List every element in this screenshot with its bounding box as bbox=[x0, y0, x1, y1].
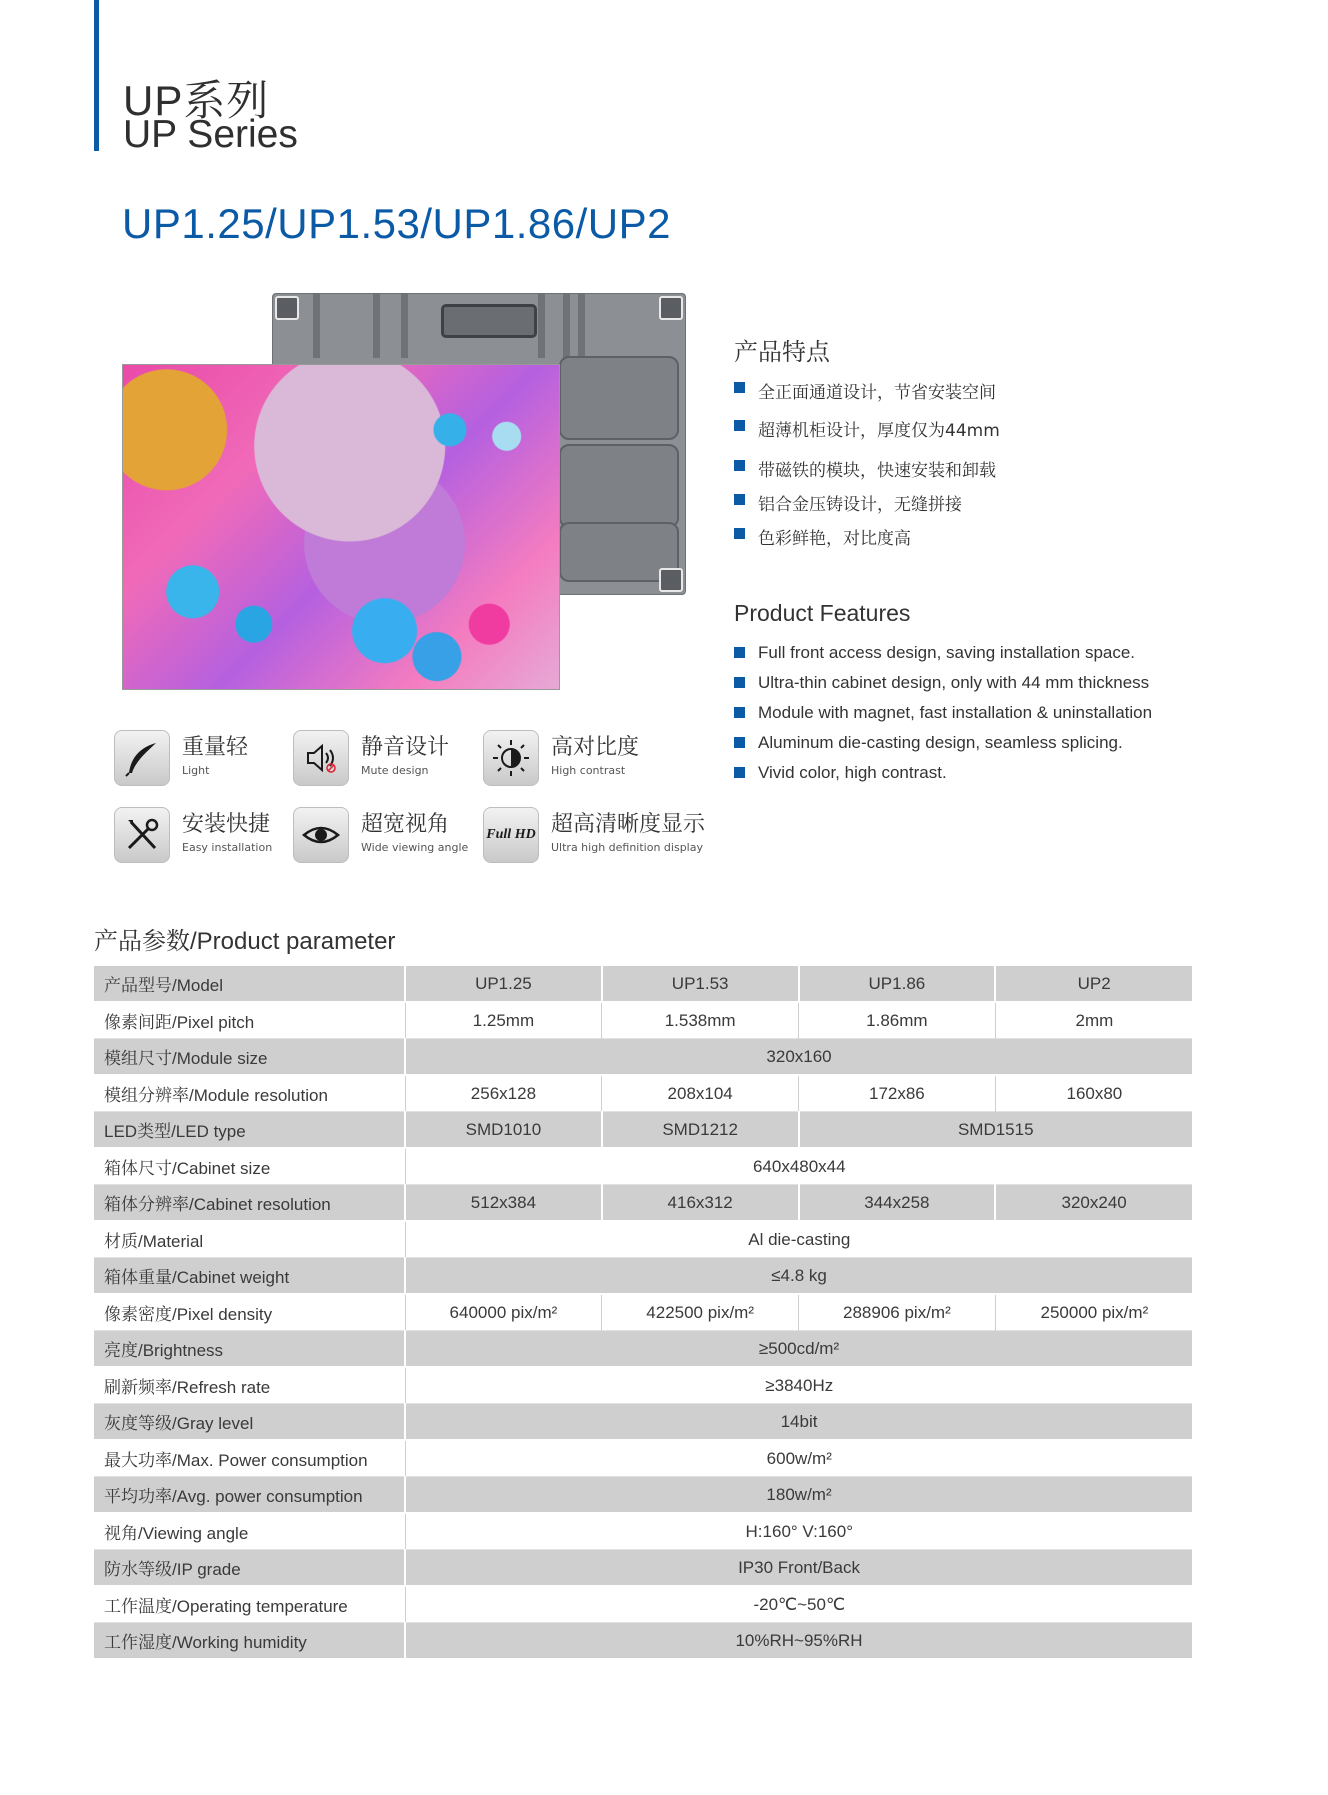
feature-label-en: Light bbox=[182, 764, 210, 777]
param-label: 亮度/Brightness bbox=[94, 1331, 405, 1368]
param-value: SMD1212 bbox=[602, 1112, 799, 1149]
tools-icon bbox=[114, 807, 170, 863]
param-label: 箱体重量/Cabinet weight bbox=[94, 1258, 405, 1295]
param-value: 344x258 bbox=[799, 1185, 996, 1222]
feature-label-en: Ultra high definition display bbox=[551, 841, 703, 854]
table-row bbox=[94, 1367, 1193, 1404]
full-hd-icon bbox=[483, 807, 539, 863]
feature-label-cn: 超宽视角 bbox=[361, 811, 450, 836]
param-value: 422500 pix/m² bbox=[602, 1294, 799, 1331]
table-row bbox=[94, 966, 1193, 1002]
bullet-icon bbox=[734, 707, 745, 718]
features-list-en bbox=[734, 643, 1152, 793]
led-screen-image bbox=[122, 364, 560, 690]
eye-icon bbox=[293, 807, 349, 863]
table-row bbox=[94, 1586, 1193, 1623]
feather-icon bbox=[114, 730, 170, 786]
param-value: 10%RH~95%RH bbox=[405, 1623, 1193, 1660]
param-value: UP1.25 bbox=[405, 966, 602, 1002]
bullet-icon bbox=[734, 460, 745, 471]
table-row bbox=[94, 1075, 1193, 1112]
param-label: 灰度等级/Gray level bbox=[94, 1404, 405, 1441]
accent-bar bbox=[94, 0, 99, 151]
param-value: 600w/m² bbox=[405, 1440, 1193, 1477]
series-title-en: UP Series bbox=[123, 113, 298, 156]
bullet-icon bbox=[734, 494, 745, 505]
param-value: SMD1010 bbox=[405, 1112, 602, 1149]
param-value: 1.538mm bbox=[602, 1002, 799, 1039]
param-label: 模组分辨率/Module resolution bbox=[94, 1075, 405, 1112]
bullet-icon bbox=[734, 647, 745, 658]
param-label: 刷新频率/Refresh rate bbox=[94, 1367, 405, 1404]
features-heading-cn: 产品特点 bbox=[734, 339, 830, 366]
param-value: 180w/m² bbox=[405, 1477, 1193, 1514]
product-image bbox=[122, 290, 682, 690]
param-label: 最大功率/Max. Power consumption bbox=[94, 1440, 405, 1477]
list-item: Full front access design, saving installation space. bbox=[734, 643, 1152, 673]
table-row bbox=[94, 1513, 1193, 1550]
feature-label-cn: 安装快捷 bbox=[182, 811, 271, 836]
table-row bbox=[94, 1404, 1193, 1441]
param-label: 视角/Viewing angle bbox=[94, 1513, 405, 1550]
bullet-icon bbox=[734, 382, 745, 393]
feature-label-en: Easy installation bbox=[182, 841, 273, 854]
feature-label-en: High contrast bbox=[551, 764, 626, 777]
param-value: UP1.86 bbox=[799, 966, 996, 1002]
param-value: 512x384 bbox=[405, 1185, 602, 1222]
param-value: 2mm bbox=[995, 1002, 1193, 1039]
bullet-icon bbox=[734, 767, 745, 778]
list-item: 带磁铁的模块，快速安装和卸载 bbox=[734, 456, 1000, 490]
contrast-icon bbox=[483, 730, 539, 786]
list-item: 铝合金压铸设计，无缝拼接 bbox=[734, 490, 1000, 524]
param-value: 288906 pix/m² bbox=[799, 1294, 996, 1331]
param-value: 1.25mm bbox=[405, 1002, 602, 1039]
param-value: SMD1515 bbox=[799, 1112, 1193, 1149]
param-value: 640000 pix/m² bbox=[405, 1294, 602, 1331]
corner-lock-icon bbox=[659, 568, 683, 592]
feature-label-cn: 重量轻 bbox=[182, 734, 249, 759]
param-label: 工作温度/Operating temperature bbox=[94, 1586, 405, 1623]
params-table bbox=[94, 966, 1194, 1660]
param-value: 14bit bbox=[405, 1404, 1193, 1441]
feature-label-en: Mute design bbox=[361, 764, 429, 777]
param-value: UP1.53 bbox=[602, 966, 799, 1002]
param-label: 模组尺寸/Module size bbox=[94, 1039, 405, 1076]
param-value: IP30 Front/Back bbox=[405, 1550, 1193, 1587]
table-row bbox=[94, 1258, 1193, 1295]
param-value: ≤4.8 kg bbox=[405, 1258, 1193, 1295]
table-row bbox=[94, 1112, 1193, 1149]
list-item: 超薄机柜设计，厚度仅为44mm bbox=[734, 412, 1000, 456]
bullet-icon bbox=[734, 528, 745, 539]
param-value: UP2 bbox=[995, 966, 1193, 1002]
list-item: 全正面通道设计，节省安装空间 bbox=[734, 378, 1000, 412]
table-row bbox=[94, 1331, 1193, 1368]
features-list-cn bbox=[734, 378, 1000, 558]
list-item: Vivid color, high contrast. bbox=[734, 763, 1152, 793]
bullet-icon bbox=[734, 677, 745, 688]
list-item: Module with magnet, fast installation & uninstallation bbox=[734, 703, 1152, 733]
corner-lock-icon bbox=[659, 296, 683, 320]
param-value: 172x86 bbox=[799, 1075, 996, 1112]
param-label: 箱体尺寸/Cabinet size bbox=[94, 1148, 405, 1185]
features-heading-en: Product Features bbox=[734, 600, 911, 626]
table-row bbox=[94, 1148, 1193, 1185]
series-title-cn: UP系列 bbox=[123, 77, 270, 124]
param-label: 工作湿度/Working humidity bbox=[94, 1623, 405, 1660]
param-value: 640x480x44 bbox=[405, 1148, 1193, 1185]
feature-label-cn: 超高清晰度显示 bbox=[551, 811, 706, 836]
param-value: 416x312 bbox=[602, 1185, 799, 1222]
param-value: H:160° V:160° bbox=[405, 1513, 1193, 1550]
full-hd-icon-text: Full HD bbox=[486, 827, 536, 842]
bullet-icon bbox=[734, 737, 745, 748]
table-row bbox=[94, 1294, 1193, 1331]
feature-label-cn: 高对比度 bbox=[551, 734, 640, 759]
param-label: 材质/Material bbox=[94, 1221, 405, 1258]
table-row bbox=[94, 1002, 1193, 1039]
table-row bbox=[94, 1623, 1193, 1660]
param-value: ≥3840Hz bbox=[405, 1367, 1193, 1404]
list-item: Ultra-thin cabinet design, only with 44 mm thickness bbox=[734, 673, 1152, 703]
param-value: ≥500cd/m² bbox=[405, 1331, 1193, 1368]
param-label: 平均功率/Avg. power consumption bbox=[94, 1477, 405, 1514]
param-value: 208x104 bbox=[602, 1075, 799, 1112]
param-value: 320x160 bbox=[405, 1039, 1193, 1076]
cabinet-handle bbox=[441, 304, 537, 338]
table-row bbox=[94, 1550, 1193, 1587]
models-title: UP1.25/UP1.53/UP1.86/UP2 bbox=[122, 200, 671, 247]
param-label: 箱体分辨率/Cabinet resolution bbox=[94, 1185, 405, 1222]
corner-lock-icon bbox=[275, 296, 299, 320]
param-value: 256x128 bbox=[405, 1075, 602, 1112]
bullet-icon bbox=[734, 420, 745, 431]
param-value: 250000 pix/m² bbox=[995, 1294, 1193, 1331]
table-row bbox=[94, 1440, 1193, 1477]
table-row bbox=[94, 1477, 1193, 1514]
param-label: LED类型/LED type bbox=[94, 1112, 405, 1149]
feature-label-en: Wide viewing angle bbox=[361, 841, 469, 854]
param-value: -20℃~50℃ bbox=[405, 1586, 1193, 1623]
table-row bbox=[94, 1185, 1193, 1222]
table-row bbox=[94, 1039, 1193, 1076]
param-label: 防水等级/IP grade bbox=[94, 1550, 405, 1587]
param-value: 1.86mm bbox=[799, 1002, 996, 1039]
param-value: Al die-casting bbox=[405, 1221, 1193, 1258]
list-item: 色彩鲜艳，对比度高 bbox=[734, 524, 1000, 558]
param-value: 320x240 bbox=[995, 1185, 1193, 1222]
param-value: 160x80 bbox=[995, 1075, 1193, 1112]
param-label: 像素间距/Pixel pitch bbox=[94, 1002, 405, 1039]
param-label: 产品型号/Model bbox=[94, 966, 405, 1002]
param-label: 像素密度/Pixel density bbox=[94, 1294, 405, 1331]
table-row bbox=[94, 1221, 1193, 1258]
list-item: Aluminum die-casting design, seamless splicing. bbox=[734, 733, 1152, 763]
params-title: 产品参数/Product parameter bbox=[94, 928, 396, 955]
feature-label-cn: 静音设计 bbox=[361, 734, 450, 759]
speaker-mute-icon bbox=[293, 730, 349, 786]
